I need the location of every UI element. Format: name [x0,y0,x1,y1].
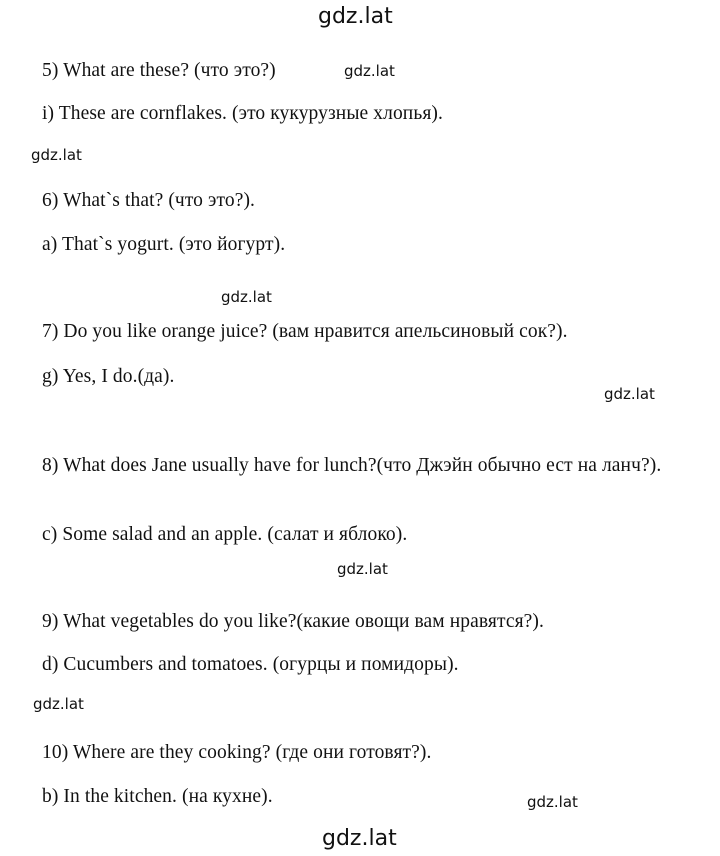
answer-7: g) Yes, I do.(да). [42,366,175,387]
watermark-inline: gdz.lat [604,385,655,403]
question-7: 7) Do you like orange juice? (вам нравится апельсиновый сок?). [42,321,568,342]
question-8: 8) What does Jane usually have for lunch?(что Джэйн обычно ест на ланч?). [42,455,662,476]
footer-watermark: gdz.lat [322,826,397,851]
header-watermark: gdz.lat [318,4,393,29]
answer-10: b) In the kitchen. (на кухне). [42,786,273,807]
watermark-inline: gdz.lat [33,695,84,713]
watermark-inline: gdz.lat [221,288,272,306]
watermark-inline: gdz.lat [337,560,388,578]
question-9: 9) What vegetables do you like?(какие овощи вам нравятся?). [42,611,544,632]
watermark-inline: gdz.lat [344,62,395,80]
question-6: 6) What`s that? (что это?). [42,190,256,211]
answer-6: a) That`s yogurt. (это йогурт). [42,234,286,255]
watermark-inline: gdz.lat [31,146,82,164]
watermark-inline: gdz.lat [527,793,578,811]
answer-9: d) Cucumbers and tomatoes. (огурцы и помидоры). [42,654,459,675]
answer-8: c) Some salad and an apple. (салат и яблоко). [42,524,408,545]
question-5: 5) What are these? (что это?) [42,60,276,81]
answer-5: i) These are cornflakes. (это кукурузные хлопья). [42,103,443,124]
question-10: 10) Where are they cooking? (где они готовят?). [42,742,432,763]
